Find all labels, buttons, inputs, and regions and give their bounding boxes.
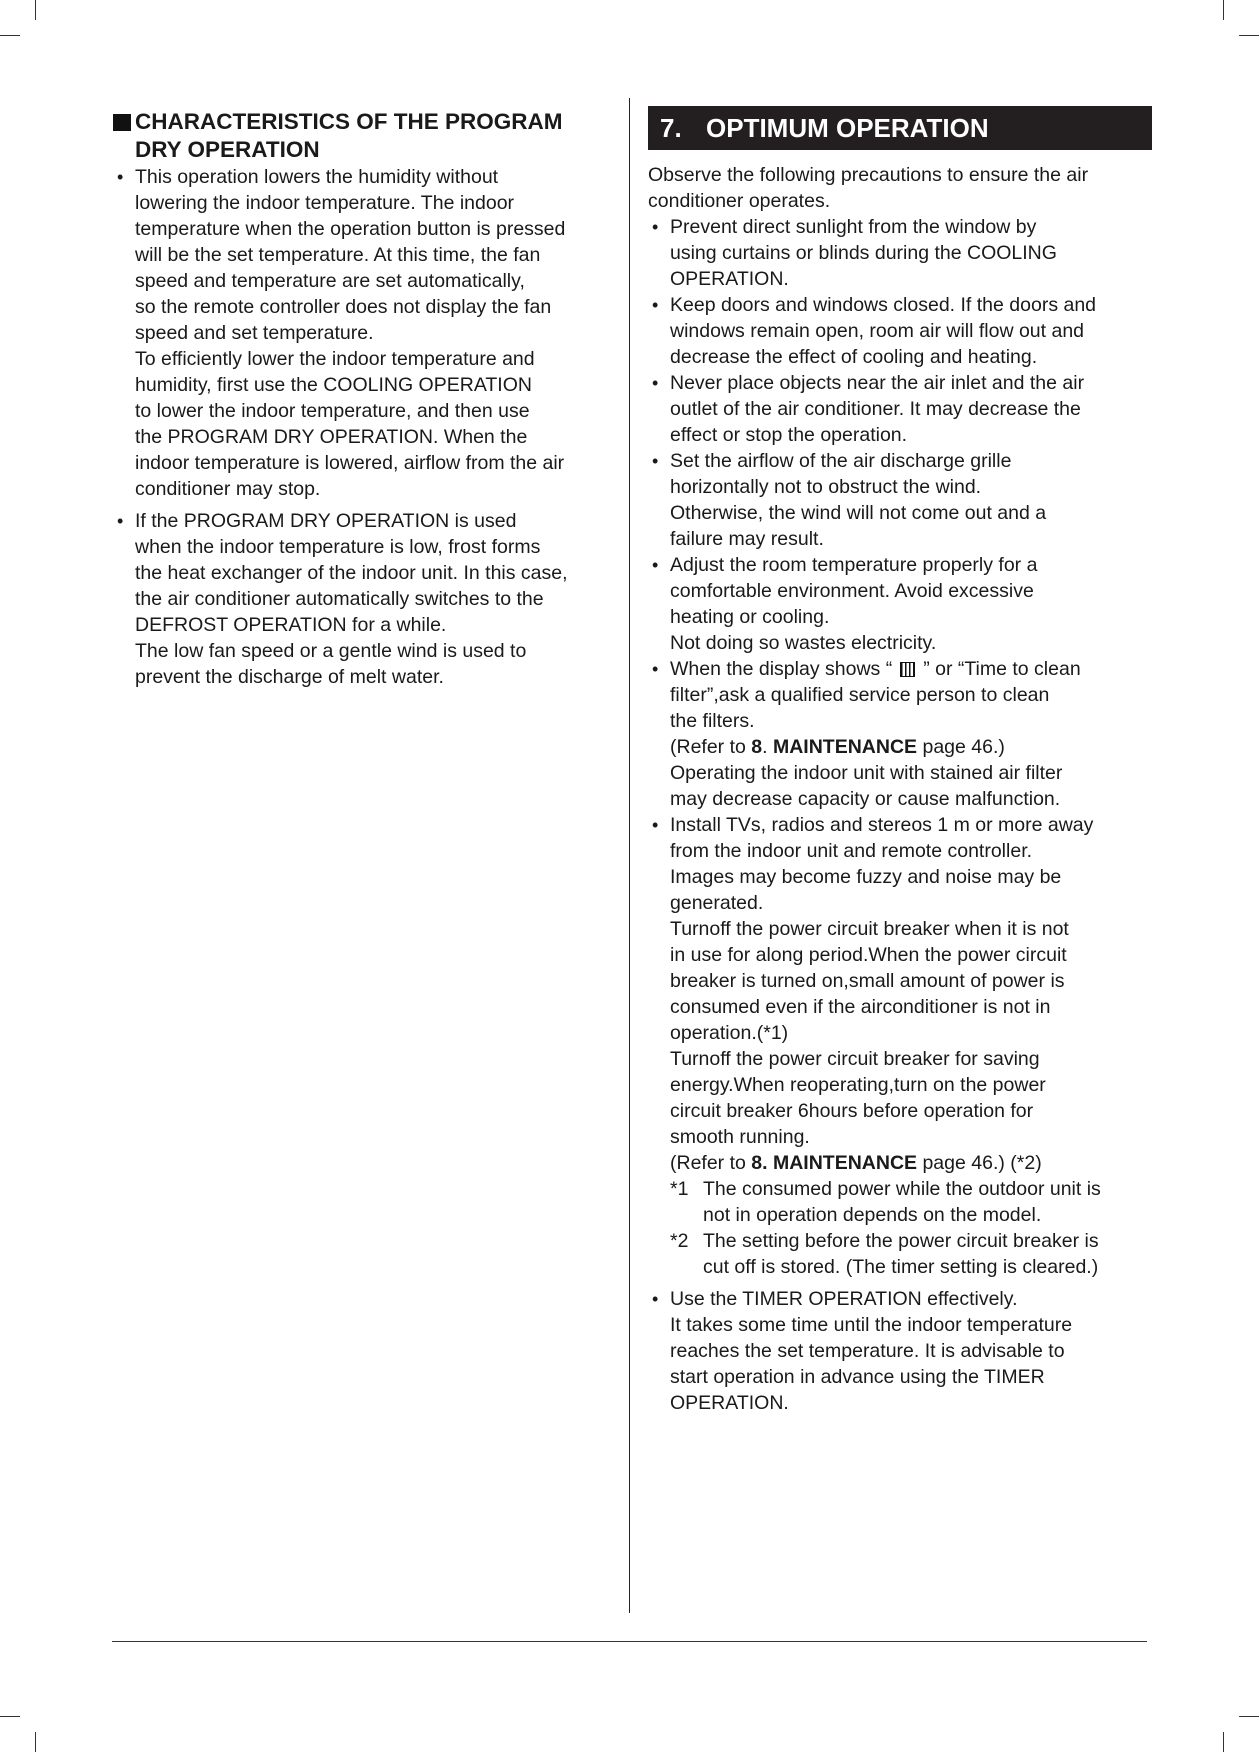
crop-mark bbox=[35, 1732, 36, 1752]
crop-mark bbox=[1239, 1716, 1259, 1717]
section-title-bar bbox=[648, 106, 1152, 150]
crop-mark bbox=[35, 0, 36, 20]
footnote: *2 The setting before the power circuit breaker is cut off is stored. (The timer setting is cleared.) bbox=[670, 1230, 1099, 1278]
list-item: • Adjust the room temperature properly for a comfortable environment. Avoid excessive heating or cooling. Not doing so wastes electricity. bbox=[648, 552, 1150, 656]
black-square-icon bbox=[113, 114, 131, 131]
filter-icon bbox=[900, 662, 915, 677]
left-column bbox=[113, 108, 618, 690]
list-item: • Never place objects near the air inlet and the air outlet of the air conditioner. It may decrease the effect or stop the operation. bbox=[648, 370, 1150, 448]
list-item: • Keep doors and windows closed. If the doors and windows remain open, room air will flow out and decrease the effect of cooling and heating. bbox=[648, 292, 1150, 370]
list-item: • If the PROGRAM DRY OPERATION is used when the indoor temperature is low, frost forms the heat exchanger of the indoor unit. In this case, the air conditioner automatically switches to the DEFROST OPERATION for a while. The low fan speed or a gentle wind is used to prevent the discharge of melt water. bbox=[113, 508, 618, 690]
section-title: OPTIMUM OPERATION bbox=[706, 113, 989, 143]
crop-mark bbox=[1223, 0, 1224, 20]
crop-mark bbox=[1223, 1732, 1224, 1752]
list-item: • When the display shows “ ” or “Time to clean filter”,ask a qualified service person to clean the filters. (Refer to 8. MAINTENANCE page 46.) Operating the indoor unit with stained air filter may decrease capacity or cause malfunction. bbox=[648, 656, 1150, 812]
footnote: *1 The consumed power while the outdoor unit is not in operation depends on the model. bbox=[670, 1178, 1101, 1226]
right-column bbox=[648, 106, 1150, 1416]
list-item: • Set the airflow of the air discharge grille horizontally not to obstruct the wind. Otherwise, the wind will not come out and a failure may result. bbox=[648, 448, 1150, 552]
column-divider bbox=[629, 98, 630, 1613]
footer-rule bbox=[112, 1641, 1147, 1642]
crop-mark bbox=[1239, 35, 1259, 36]
section-number: 7. bbox=[660, 113, 682, 143]
list-item: • Install TVs, radios and stereos 1 m or more away from the indoor unit and remote controller. Images may become fuzzy and noise may be generated. Turnoff the power circuit breaker when it is not in use for along period.When the power circuit breaker is turned on,small amount of power is consumed even if the airconditioner is not in operation.(*1) Turnoff the power circuit breaker for saving energy.When reoperating,turn on the power circuit breaker 6hours before operation for smooth running. (Refer to 8. MAINTENANCE page 46.) (*2) *1 The consumed power while the outdoor unit is not in operation depends on the model. *2 The setting before the power circuit breaker is cut off is stored. (The timer setting is cleared.) bbox=[648, 812, 1150, 1280]
crop-mark bbox=[0, 35, 20, 36]
list-item: • Use the TIMER OPERATION effectively. It takes some time until the indoor temperature reaches the set temperature. It is advisable to start operation in advance using the TIMER OPERATION. bbox=[648, 1286, 1150, 1416]
crop-mark bbox=[0, 1716, 20, 1717]
intro-paragraph: Observe the following precautions to ensure the air conditioner operates. bbox=[648, 164, 1089, 212]
section-heading: CHARACTERISTICS OF THE PROGRAM DRY OPERATION bbox=[113, 108, 618, 164]
list-item: • Prevent direct sunlight from the window by using curtains or blinds during the COOLING OPERATION. bbox=[648, 214, 1150, 292]
list-item: • This operation lowers the humidity without lowering the indoor temperature. The indoor temperature when the operation button is pressed will be the set temperature. At this time, the fan speed and temperature are set automatically, so the remote controller does not display the fan speed and set temperature. To efficiently lower the indoor temperature and humidity, first use the COOLING OPERATION to lower the indoor temperature, and then use the PROGRAM DRY OPERATION. When the indoor temperature is lowered, airflow from the air conditioner may stop. bbox=[113, 164, 618, 502]
